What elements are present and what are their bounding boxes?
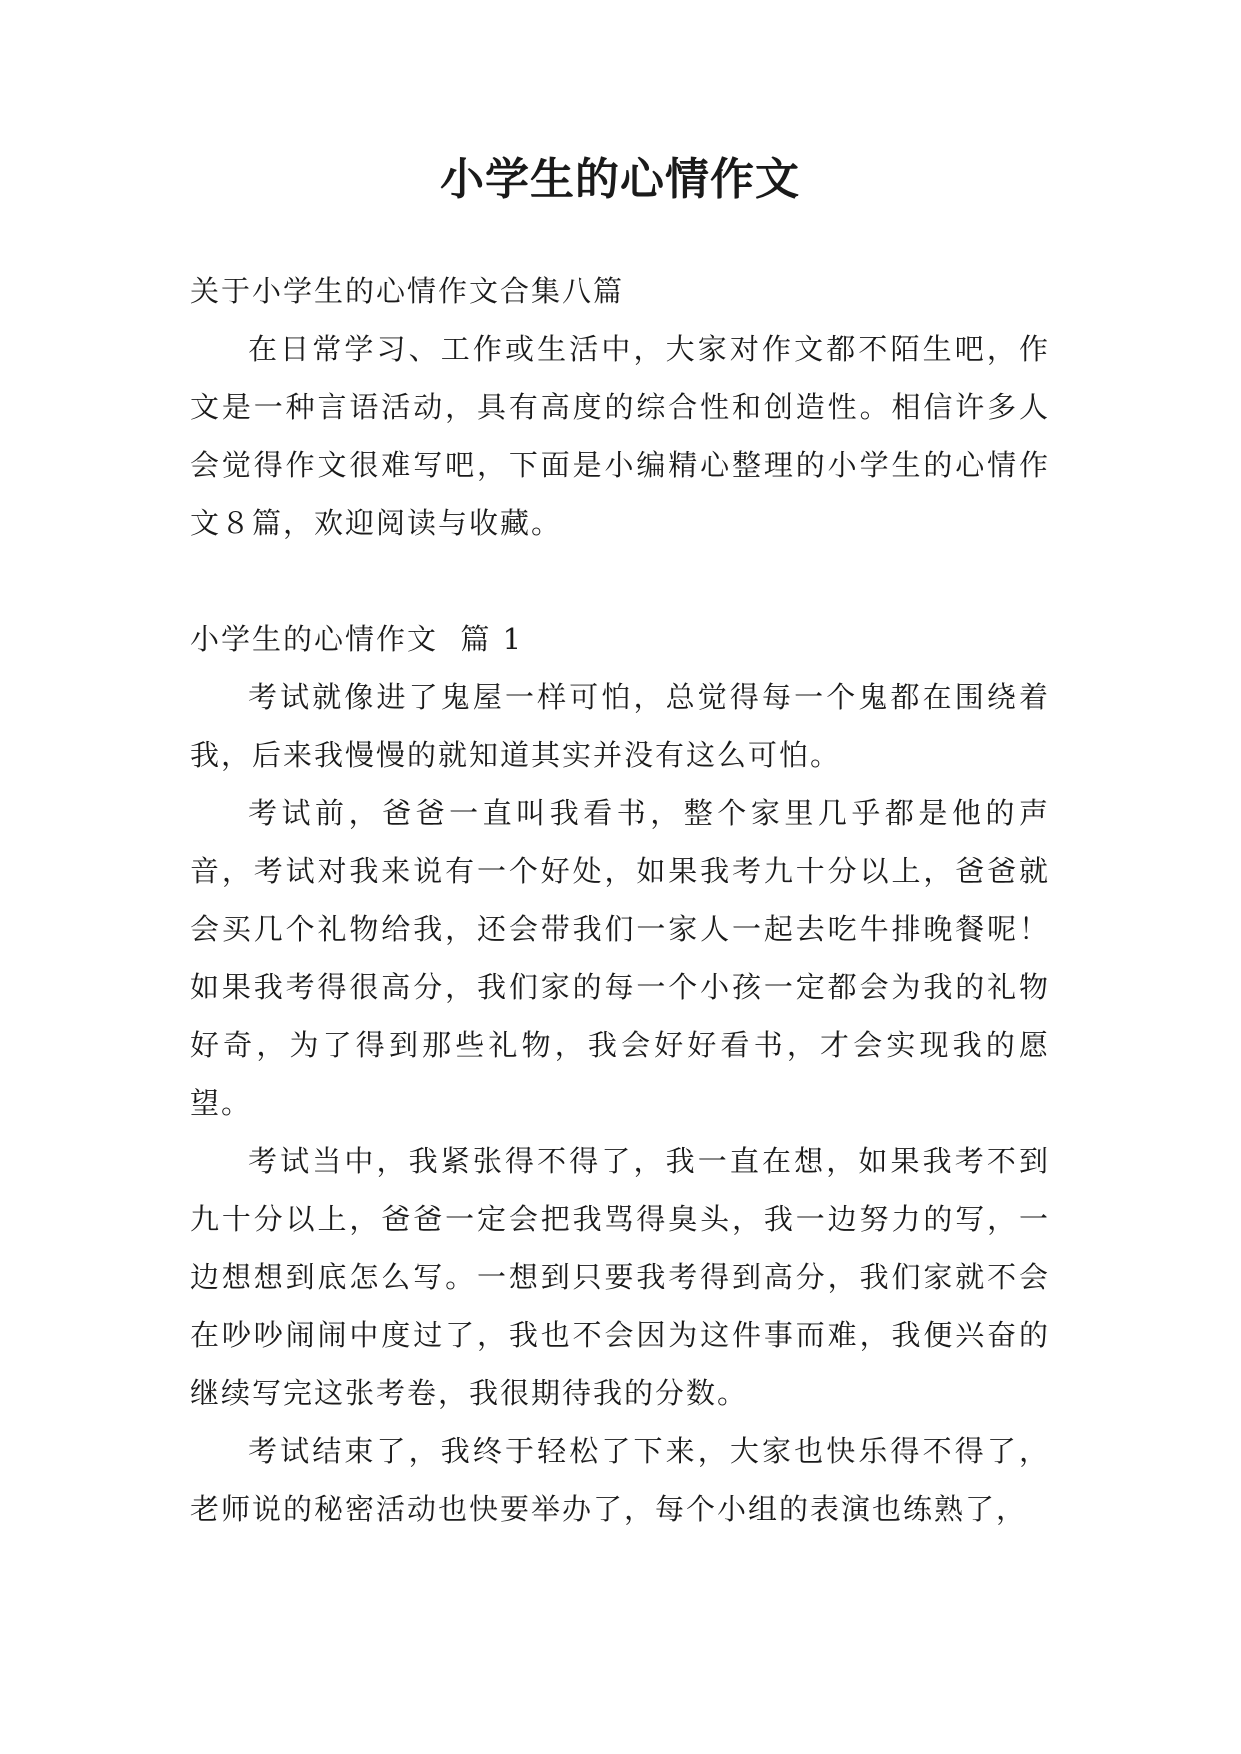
document-page xyxy=(190,0,1050,1754)
section-1-paragraph-4: 考试结束了，我终于轻松了下来，大家也快乐得不得了，老师说的秘密活动也快要举办了，每个小组的表演也练熟了， xyxy=(190,1434,1050,1526)
section-1-paragraph-3: 考试当中，我紧张得不得了，我一直在想，如果我考不到九十分以上，爸爸一定会把我骂得臭头，我一边努力的写，一边想想到底怎么写。一想到只要我考得到高分，我们家就不会在吵吵闹闹中度过了，我也不会因为这件事而难，我便兴奋的继续写完这张考卷，我很期待我的分数。 xyxy=(190,1144,1050,1410)
section-1-paragraph-1: 考试就像进了鬼屋一样可怕，总觉得每一个鬼都在围绕着我，后来我慢慢的就知道其实并没有这么可怕。 xyxy=(190,680,1050,772)
intro-heading: 关于小学生的心情作文合集八篇 xyxy=(190,274,625,308)
section-spacer xyxy=(190,552,1050,610)
document-title: 小学生的心情作文 xyxy=(440,154,800,205)
section-1-heading: 小学生的心情作文 篇 1 xyxy=(190,622,524,656)
intro-paragraph: 在日常学习、工作或生活中，大家对作文都不陌生吧，作文是一种言语活动，具有高度的综合性和创造性。相信许多人会觉得作文很难写吧，下面是小编精心整理的小学生的心情作文８篇，欢迎阅读与收藏。 xyxy=(190,332,1050,540)
document-body xyxy=(190,262,1050,1538)
section-1-paragraph-2: 考试前，爸爸一直叫我看书，整个家里几乎都是他的声音，考试对我来说有一个好处，如果我考九十分以上，爸爸就会买几个礼物给我，还会带我们一家人一起去吃牛排晚餐呢！如果我考得很高分，我们家的每一个小孩一定都会为我的礼物好奇，为了得到那些礼物，我会好好看书，才会实现我的愿望。 xyxy=(190,796,1050,1120)
